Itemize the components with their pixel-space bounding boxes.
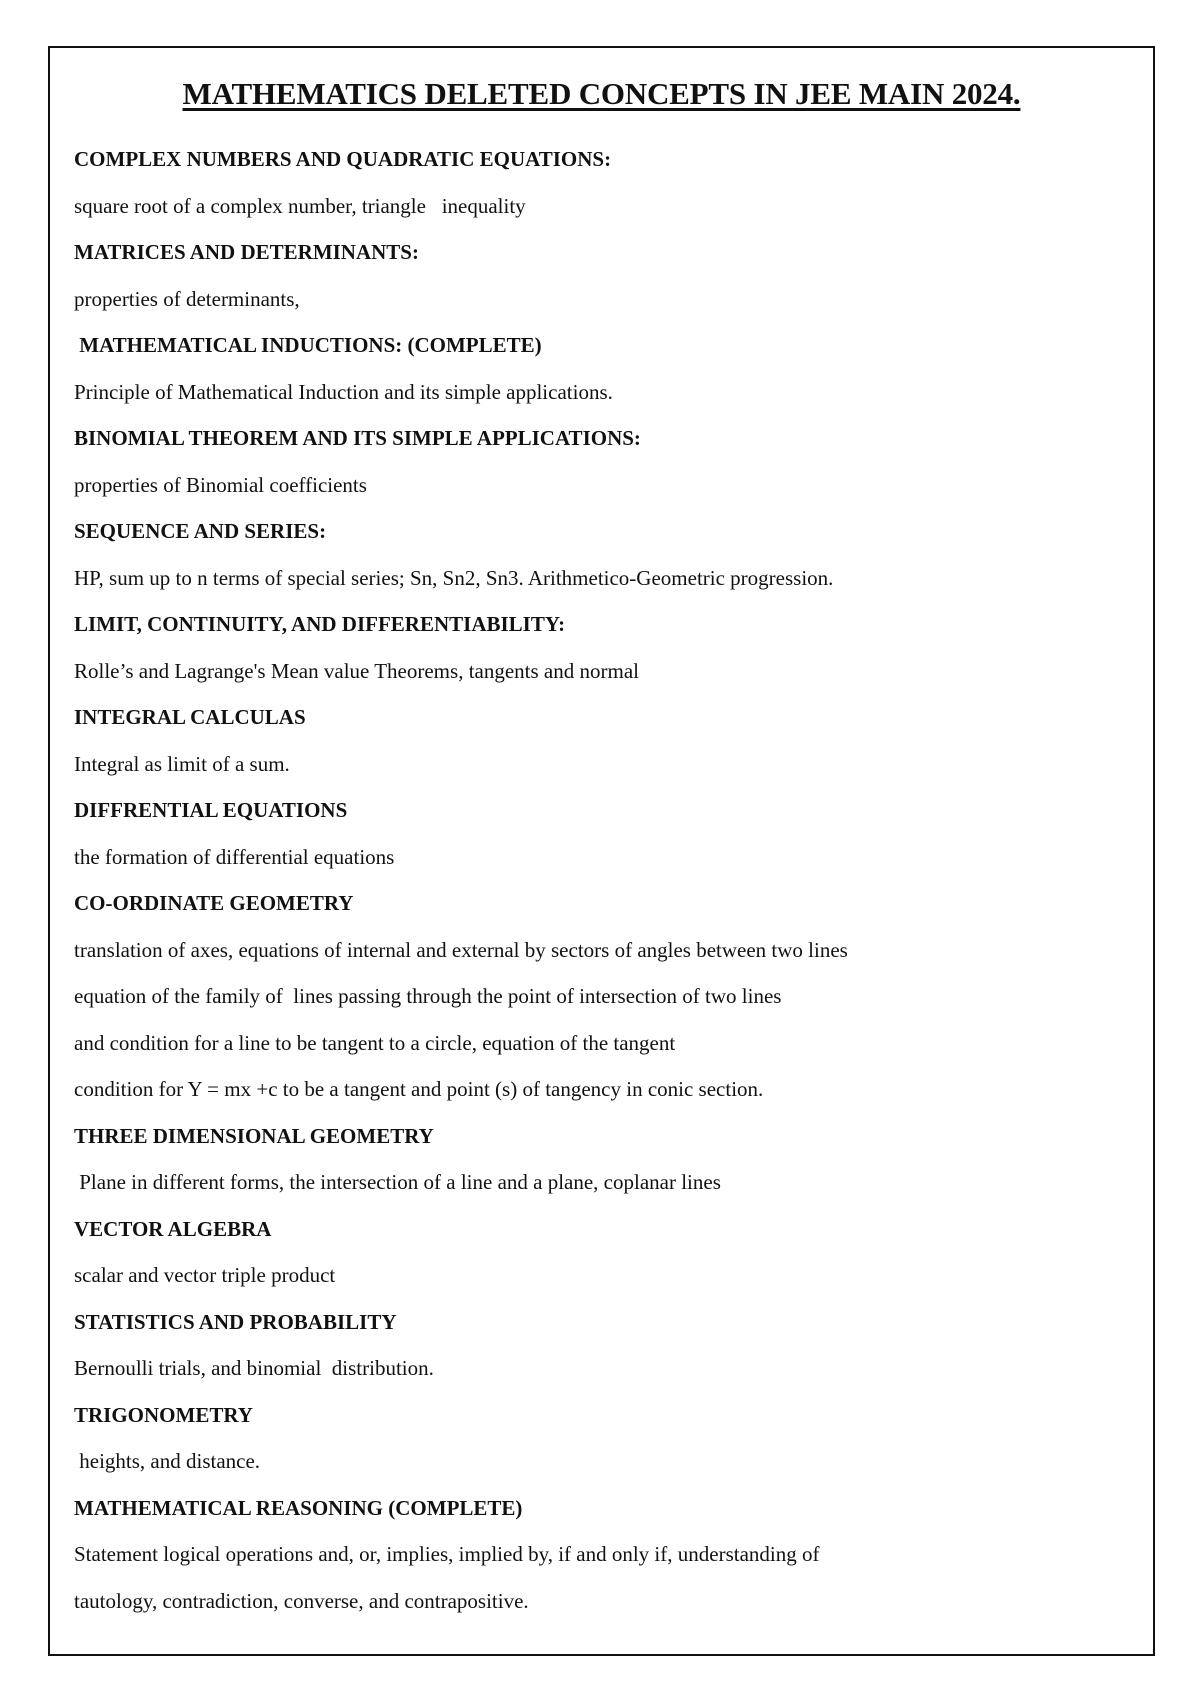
section-text: Principle of Mathematical Induction and its simple applications. [74,379,613,404]
section-text: properties of Binomial coefficients [74,472,367,497]
content-list [74,136,1133,1624]
section-text: translation of axes, equations of internal and external by sectors of angles between two lines [74,937,848,962]
section-heading: LIMIT, CONTINUITY, AND DIFFERENTIABILITY: [74,612,566,636]
section-heading: MATRICES AND DETERMINANTS: [74,240,419,264]
section-text: condition for Y = mx +c to be a tangent and point (s) of tangency in conic section. [74,1077,764,1101]
section-heading: VECTOR ALGEBRA [74,1216,272,1241]
section-heading: BINOMIAL THEOREM AND ITS SIMPLE APPLICATIONS: [74,426,641,450]
section-text: scalar and vector triple product [74,1263,336,1287]
section-heading: COMPLEX NUMBERS AND QUADRATIC EQUATIONS: [74,147,612,171]
section-heading: STATISTICS AND PROBABILITY [74,1309,397,1334]
section-text: heights, and distance. [74,1449,261,1473]
section-text: Statement logical operations and, or, implies, implied by, if and only if, understanding of [74,1542,820,1566]
section-text: the formation of differential equations [74,844,395,869]
section-heading: MATHEMATICAL INDUCTIONS: (COMPLETE) [74,333,542,357]
section-text: tautology, contradiction, converse, and contrapositive. [74,1588,529,1613]
section-text: Bernoulli trials, and binomial distribution. [74,1356,434,1380]
section-heading: MATHEMATICAL REASONING (COMPLETE) [74,1495,523,1520]
section-text: square root of a complex number, triangle inequality [74,193,526,218]
section-heading: SEQUENCE AND SERIES: [74,519,327,543]
section-text: Rolle’s and Lagrange's Mean value Theorems, tangents and normal [74,658,639,683]
section-text: Plane in different forms, the intersection of a line and a plane, coplanar lines [74,1170,721,1194]
section-text: and condition for a line to be tangent to a circle, equation of the tangent [74,1030,676,1055]
section-heading: CO-ORDINATE GEOMETRY [74,891,354,915]
section-text: Integral as limit of a sum. [74,751,290,776]
section-text: equation of the family of lines passing through the point of intersection of two lines [74,984,782,1008]
section-heading: INTEGRAL CALCULAS [74,705,306,729]
section-text: properties of determinants, [74,286,300,311]
page-border [48,46,1155,1656]
page-title: MATHEMATICS DELETED CONCEPTS IN JEE MAIN 2024. [182,76,1021,111]
section-text: HP, sum up to n terms of special series; Sn, Sn2, Sn3. Arithmetico-Geometric progression. [74,565,834,590]
section-heading: THREE DIMENSIONAL GEOMETRY [74,1123,434,1148]
section-heading: TRIGONOMETRY [74,1402,253,1427]
section-heading: DIFFRENTIAL EQUATIONS [74,798,348,822]
